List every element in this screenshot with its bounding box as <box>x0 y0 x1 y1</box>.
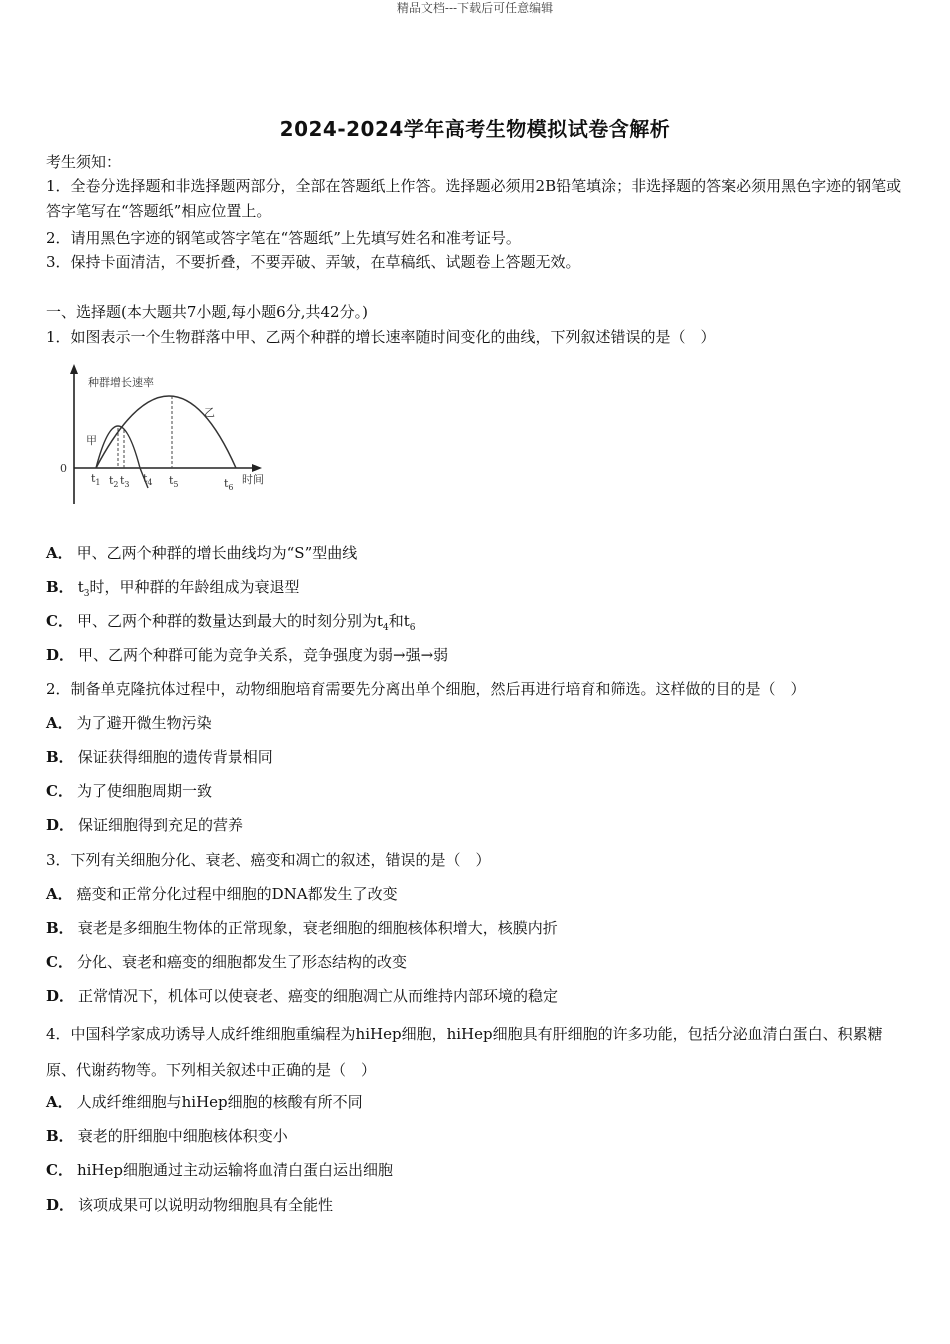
subscript: 6 <box>409 623 416 633</box>
q2-option-b <box>46 747 273 767</box>
option-label: A． <box>46 885 73 903</box>
option-text: 人成纤维细胞与hiHep细胞的核酸有所不同 <box>76 1093 363 1111</box>
q1-option-b <box>46 577 299 604</box>
x-axis-arrow <box>252 464 262 472</box>
q3-option-c <box>46 952 407 972</box>
q4-option-d <box>46 1195 333 1215</box>
q3-option-a <box>46 884 398 904</box>
option-label: B． <box>46 748 74 766</box>
tick-t3: $t_3$ <box>120 474 130 489</box>
option-label: C． <box>46 782 73 800</box>
option-label: B． <box>46 1127 74 1145</box>
option-label: A． <box>46 544 73 562</box>
q4-option-c <box>46 1160 393 1180</box>
option-text: 衰老的肝细胞中细胞核体积变小 <box>77 1127 288 1145</box>
notice-item-2: 2．请用黑色字迹的钢笔或答字笔在“答题纸”上先填写姓名和准考证号。 <box>46 229 521 247</box>
q4-option-a <box>46 1092 363 1112</box>
option-text: 正常情况下，机体可以使衰老、癌变的细胞凋亡从而维持内部环境的稳定 <box>78 987 559 1005</box>
origin-label: 0 <box>60 462 67 475</box>
option-text: 甲、乙两个种群的数量达到最大的时刻分别为t <box>76 612 383 630</box>
q2-option-c <box>46 781 212 801</box>
q3-stem: 3．下列有关细胞分化、衰老、癌变和凋亡的叙述，错误的是（ ） <box>46 851 491 869</box>
q1-stem: 1．如图表示一个生物群落中甲、乙两个种群的增长速率随时间变化的曲线，下列叙述错误的是（ ） <box>46 328 716 346</box>
tick-t4: $t_4$ <box>143 472 153 487</box>
option-text: 保证获得细胞的遗传背景相同 <box>77 748 273 766</box>
q2-option-d <box>46 815 243 835</box>
option-text: hiHep细胞通过主动运输将血清白蛋白运出细胞 <box>76 1161 393 1179</box>
option-label: B． <box>46 919 74 937</box>
label-yi: 乙 <box>204 406 215 419</box>
q1-option-a <box>46 543 357 563</box>
option-label: D． <box>46 987 75 1005</box>
option-label: A． <box>46 1093 73 1111</box>
growth-rate-graph <box>56 360 276 510</box>
option-text: 为了避开微生物污染 <box>76 714 212 732</box>
option-text: 分化、衰老和癌变的细胞都发生了形态结构的改变 <box>76 953 407 971</box>
option-text: t <box>77 578 84 596</box>
notice-heading: 考生须知： <box>46 153 122 171</box>
q2-stem: 2．制备单克隆抗体过程中，动物细胞培育需要先分离出单个细胞，然后再进行培育和筛选。这样做的目的是（ ） <box>46 680 806 698</box>
option-text: 甲、乙两个种群的增长曲线均为“S”型曲线 <box>76 544 358 562</box>
option-label: C． <box>46 1161 73 1179</box>
option-text: 保证细胞得到充足的营养 <box>78 816 244 834</box>
option-label: C． <box>46 953 73 971</box>
q3-option-d <box>46 986 558 1006</box>
option-text: 为了使细胞周期一致 <box>76 782 212 800</box>
q1-option-c <box>46 611 415 638</box>
q2-option-a <box>46 713 212 733</box>
q4-stem: 4．中国科学家成功诱导人成纤维细胞重编程为hiHep细胞，hiHep细胞具有肝细胞的许多功能，包括分泌血清白蛋白、积累糖原、代谢药物等。下列相关叙述中正确的是（ ） <box>46 1025 883 1079</box>
option-text: 和t <box>388 612 410 630</box>
q1-option-d <box>46 645 448 665</box>
option-text: 该项成果可以说明动物细胞具有全能性 <box>78 1196 334 1214</box>
option-label: D． <box>46 1196 75 1214</box>
option-text: 癌变和正常分化过程中细胞的DNA都发生了改变 <box>76 885 398 903</box>
tick-t5: $t_5$ <box>169 474 179 489</box>
section-heading: 一、选择题(本大题共7小题,每小题6分,共42分。) <box>46 303 368 321</box>
option-label: C． <box>46 612 73 630</box>
page-header: 精品文档---下载后可任意编辑 <box>396 1 554 15</box>
notice-item-1: 1．全卷分选择题和非选择题两部分，全部在答题纸上作答。选择题必须用2B铅笔填涂；非选择题的答案必须用黑色字迹的钢笔或答字笔写在“答题纸”相应位置上。 <box>46 177 902 220</box>
option-label: D． <box>46 646 75 664</box>
page-title: 2024-2024学年高考生物模拟试卷含解析 <box>279 117 671 141</box>
curve-yi <box>96 396 236 468</box>
q4-option-b <box>46 1126 288 1146</box>
tick-t6: $t_6$ <box>224 477 234 492</box>
option-label: D． <box>46 816 75 834</box>
y-axis-label: 种群增长速率 <box>88 376 154 389</box>
option-text: 甲、乙两个种群可能为竞争关系，竞争强度为弱→强→弱 <box>78 646 449 664</box>
option-label: A． <box>46 714 73 732</box>
tick-t2: $t_2$ <box>109 474 119 489</box>
option-label: B． <box>46 578 74 596</box>
notice-item-3: 3．保持卡面清洁，不要折叠，不要弄破、弄皱，在草稿纸、试题卷上答题无效。 <box>46 253 581 271</box>
subscript: 4 <box>382 623 389 633</box>
option-text: 衰老是多细胞生物体的正常现象，衰老细胞的细胞核体积增大，核膜内折 <box>77 919 558 937</box>
q3-option-b <box>46 918 558 938</box>
label-jia: 甲 <box>86 434 97 447</box>
x-axis-label: 时间 <box>242 473 264 486</box>
option-text: 时，甲种群的年龄组成为衰退型 <box>89 578 300 596</box>
subscript: 3 <box>83 589 90 599</box>
y-axis-arrow <box>70 364 78 374</box>
tick-t1: $t_1$ <box>91 472 101 487</box>
